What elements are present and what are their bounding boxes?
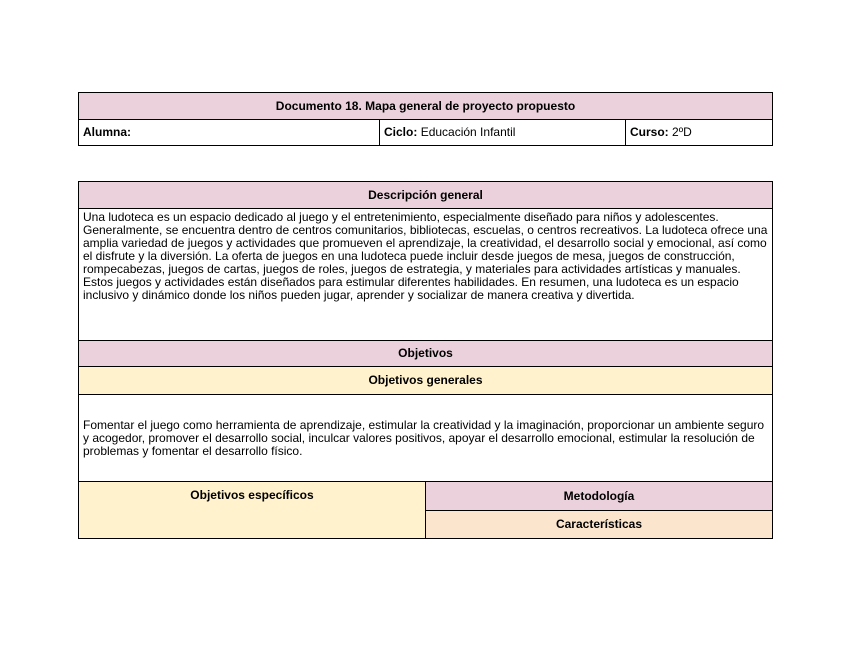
curso-value: 2ºD: [672, 125, 692, 139]
alumna-label: Alumna:: [83, 125, 131, 139]
objetivos-generales-heading: Objetivos generales: [79, 367, 773, 395]
descripcion-heading: Descripción general: [79, 182, 773, 209]
header-table: [78, 92, 773, 146]
objetivos-especificos-heading: Objetivos específicos: [79, 482, 426, 539]
metodologia-heading: Metodología: [426, 482, 773, 511]
ciclo-cell: [380, 120, 626, 146]
descripcion-text: Una ludoteca es un espacio dedicado al juego y el entretenimiento, especialmente diseñado para niños y adolescentes. Generalmente, se encuentra dentro de centros comunitarios, bibliotecas, escuelas, o centros recreativos. La ludoteca ofrece una amplia variedad de juegos y actividades que promueven el aprendizaje, la creatividad, el desarrollo social y emocional, así como el disfrute y la diversión. La oferta de juegos en una ludoteca puede incluir desde juegos de mesa, juegos de construcción, rompecabezas, juegos de cartas, juegos de roles, juegos de estrategia, y materiales para actividades artísticas y manuales. Estos juegos y actividades están diseñados para estimular diferentes habilidades. En resumen, una ludoteca es un espacio inclusivo y dinámico donde los niños pueden jugar, aprender y socializar de manera creativa y divertida.: [79, 209, 773, 341]
ciclo-label: Ciclo:: [384, 125, 418, 139]
objetivos-heading: Objetivos: [79, 341, 773, 367]
document-title: Documento 18. Mapa general de proyecto propuesto: [79, 93, 773, 120]
alumna-cell: [79, 120, 380, 146]
curso-cell: [626, 120, 773, 146]
caracteristicas-heading: Características: [426, 511, 773, 539]
objetivos-generales-text: Fomentar el juego como herramienta de aprendizaje, estimular la creatividad y la imaginación, proporcionar un ambiente seguro y acogedor, promover el desarrollo social, inculcar valores positivos, apoyar el desarrollo emocional, estimular la resolución de problemas y fomentar el desarrollo físico.: [79, 395, 773, 482]
curso-label: Curso:: [630, 125, 669, 139]
project-map-table: [78, 181, 773, 539]
ciclo-value: Educación Infantil: [420, 125, 516, 139]
